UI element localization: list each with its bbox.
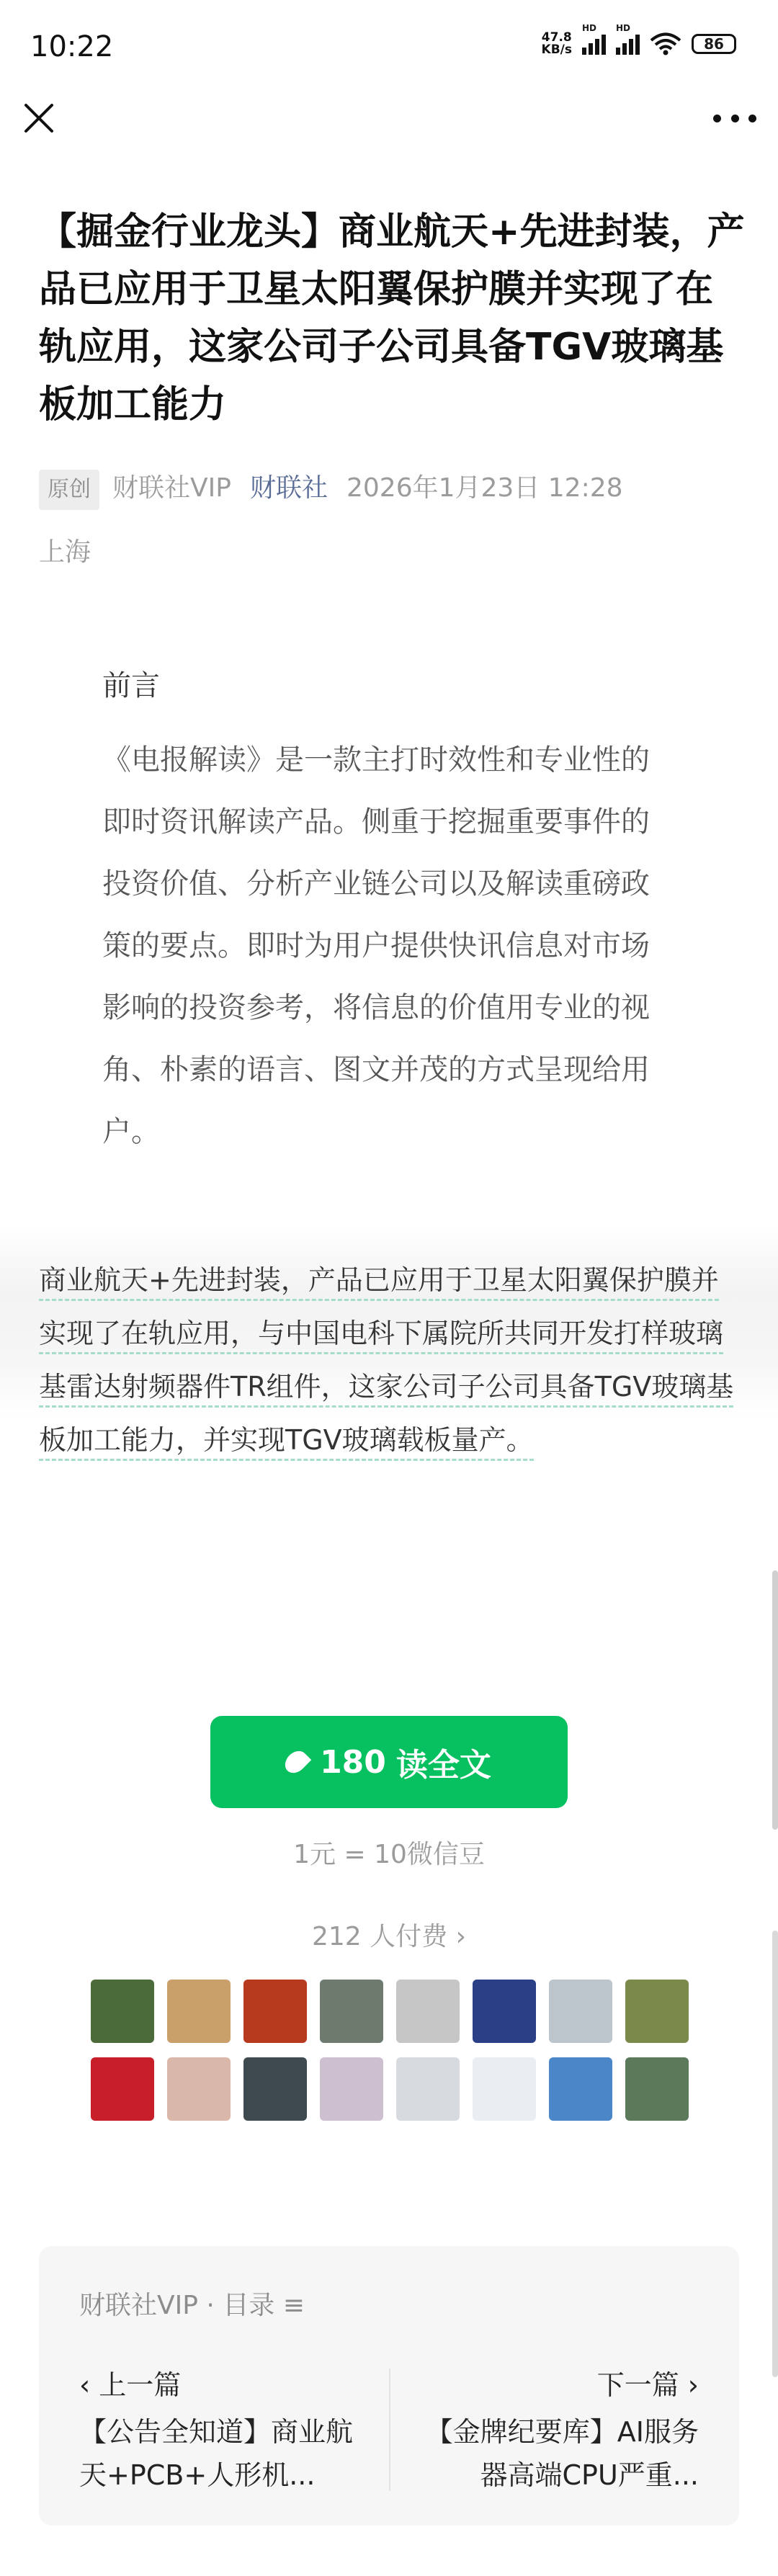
status-icons <box>541 23 736 57</box>
prev-article-label[interactable] <box>79 2363 181 2402</box>
chevron-right-icon: › <box>687 2369 699 2401</box>
album-account: 财联社VIP <box>79 2291 198 2320</box>
payer-avatar[interactable] <box>396 1980 460 2043</box>
read-full-label: 读全文 <box>395 1747 491 1784</box>
author-name: 财联社VIP <box>112 473 231 503</box>
preface-heading: 前言 <box>102 669 160 702</box>
publish-date: 2026年1月23日 12:28 <box>346 473 623 503</box>
payer-avatar[interactable] <box>549 2057 612 2121</box>
more-icon[interactable] <box>713 102 756 134</box>
account-link[interactable]: 财联社 <box>249 473 328 503</box>
prev-article-title[interactable]: 【公告全知道】商业航天+PCB+人形机... <box>79 2416 354 2491</box>
separator-dot: · <box>206 2291 215 2320</box>
payer-avatar[interactable] <box>91 1980 154 2043</box>
payer-avatar[interactable] <box>396 2057 460 2121</box>
next-label-text[interactable]: 下一篇 <box>596 2369 679 2401</box>
exchange-rate: 1元 = 10微信豆 <box>293 1840 485 1869</box>
article-meta <box>39 470 745 510</box>
payer-avatar[interactable] <box>167 1980 231 2043</box>
scrollbar-track <box>772 1931 778 2377</box>
close-icon[interactable] <box>22 101 56 135</box>
lead-text[interactable]: 商业航天+先进封装，产品已应用于卫星太阳翼保护膜并实现了在轨应用，与中国电科下属院所共同开发打样玻璃基雷达射频器件TR组件，这家公司子公司具备TGV玻璃基板加工能力，并实现TGV玻璃载板量产。 <box>39 1264 733 1461</box>
payer-avatar[interactable] <box>243 1980 307 2043</box>
payer-avatar[interactable] <box>167 2057 231 2121</box>
payers-link[interactable] <box>0 1916 778 1953</box>
net-speed <box>542 32 572 56</box>
toc-label[interactable]: 目录 <box>223 2291 275 2320</box>
original-tag: 原创 <box>39 470 99 510</box>
payer-avatars <box>91 1980 700 2121</box>
price-amount: 180 <box>320 1743 386 1781</box>
payer-avatar[interactable] <box>473 1980 536 2043</box>
payer-avatar[interactable] <box>625 1980 689 2043</box>
payer-avatar[interactable] <box>320 1980 383 2043</box>
album-header[interactable] <box>79 2285 305 2322</box>
chevron-right-icon: › <box>455 1922 467 1951</box>
payer-avatar[interactable] <box>320 2057 383 2121</box>
signal-icon-2 <box>616 23 640 55</box>
card-divider <box>389 2369 390 2491</box>
prev-label-text[interactable]: 上一篇 <box>99 2369 182 2401</box>
status-time: 10:22 <box>30 30 114 63</box>
signal-icon <box>582 23 606 55</box>
publish-location: 上海 <box>39 537 91 567</box>
payer-avatar[interactable] <box>625 2057 689 2121</box>
list-icon: ≡ <box>282 2291 305 2320</box>
payer-avatar[interactable] <box>549 1980 612 2043</box>
hd-label-2: HD <box>616 23 631 33</box>
next-article-title[interactable]: 【金牌纪要库】AI服务器高端CPU严重... <box>425 2416 699 2491</box>
read-full-button[interactable] <box>210 1716 568 1808</box>
net-speed-unit: KB/s <box>541 43 572 57</box>
scrollbar[interactable] <box>772 1570 778 1830</box>
net-speed-value: 47.8 <box>541 30 572 45</box>
preface-text: 《电报解读》是一款主打时效性和专业性的即时资讯解读产品。侧重于挖掘重要事件的投资价值、分析产业链公司以及解读重磅政策的要点。即时为用户提供快讯信息对市场影响的投资参考，将信息的价值用专业的视角、朴素的语言、图文并茂的方式呈现给用户。 <box>102 743 650 1148</box>
wechat-bean-icon <box>281 1747 311 1777</box>
payer-avatar[interactable] <box>91 2057 154 2121</box>
payers-count[interactable]: 212 人付费 <box>311 1922 448 1951</box>
next-article-label[interactable] <box>597 2363 699 2402</box>
payer-avatar[interactable] <box>473 2057 536 2121</box>
lead-paragraph[interactable] <box>39 1253 745 1467</box>
article-title: 【掘金行业龙头】商业航天+先进封装，产品已应用于卫星太阳翼保护膜并实现了在轨应用，这家公司子公司具备TGV玻璃基板加工能力 <box>39 210 745 426</box>
chevron-left-icon: ‹ <box>79 2369 91 2401</box>
battery-icon: 86 <box>692 34 736 54</box>
wifi-icon <box>650 32 681 55</box>
payer-avatar[interactable] <box>243 2057 307 2121</box>
hd-label: HD <box>582 23 597 33</box>
